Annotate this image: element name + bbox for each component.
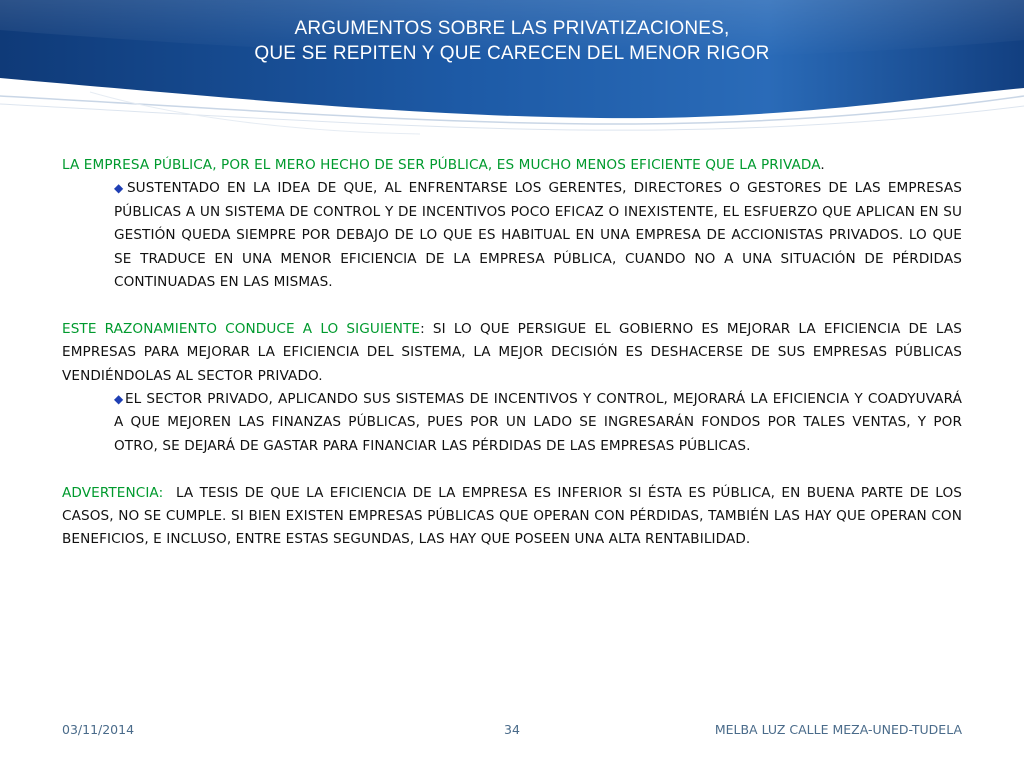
section-2-bullet-text: EL SECTOR PRIVADO, APLICANDO SUS SISTEMAS DE INCENTIVOS Y CONTROL, MEJORARÁ LA EFICIENCIA Y COADYUVARÁ A QUE MEJOREN LAS FINANZAS PÚBLICAS, PUES POR UN LADO SE INGRESARÁN FONDOS POR TALES VENTAS, Y POR OTRO, SE DEJARÁ DE GASTAR PARA FINANCIAR LAS PÉRDIDAS DE LAS EMPRESAS PÚBLICAS. xyxy=(114,391,962,454)
slide-title-line-2: QUE SE REPITEN Y QUE CARECEN DEL MENOR RIGOR xyxy=(254,43,770,64)
diamond-bullet-icon: ◆ xyxy=(114,392,124,407)
section-1-bullet xyxy=(114,177,962,294)
spacer xyxy=(62,458,962,481)
section-1-bullet-text: SUSTENTADO EN LA IDEA DE QUE, AL ENFRENTARSE LOS GERENTES, DIRECTORES O GESTORES DE LAS EMPRESAS PÚBLICAS A UN SISTEMA DE CONTROL Y DE INCENTIVOS POCO EFICAZ O INEXISTENTE, EL ESFUERZO QUE APLICAN EN SU GESTIÓN QUEDA SIEMPRE POR DEBAJO DE LO QUE ES HABITUAL EN UNA EMPRESA DE ACCIONISTAS PRIVADOS. LO QUE SE TRADUCE EN UNA MENOR EFICIENCIA DE LA EMPRESA PÚBLICA, CUANDO NO A UNA SITUACIÓN DE PÉRDIDAS CONTINUADAS EN LAS MISMAS. xyxy=(114,180,962,291)
footer-date: 03/11/2014 xyxy=(62,722,135,737)
slide-title xyxy=(0,16,1024,66)
header-banner xyxy=(0,0,1024,140)
slide-body xyxy=(62,154,967,552)
footer-page-number: 34 xyxy=(504,722,520,737)
footer-author: MELBA LUZ CALLE MEZA-UNED-TUDELA xyxy=(714,722,962,737)
diamond-bullet-icon: ◆ xyxy=(114,181,126,196)
section-3-text: LA TESIS DE QUE LA EFICIENCIA DE LA EMPRESA ES INFERIOR SI ÉSTA ES PÚBLICA, EN BUENA PARTE DE LOS CASOS, NO SE CUMPLE. SI BIEN EXISTEN EMPRESAS PÚBLICAS QUE OPERAN CON PÉRDIDAS, TAMBIÉN LAS HAY QUE OPERAN CON BENEFICIOS, E INCLUSO, ENTRE ESTAS SEGUNDAS, LAS HAY QUE POSEEN UNA ALTA RENTABILIDAD. xyxy=(62,484,967,548)
section-3-lead: ADVERTENCIA: xyxy=(62,484,164,501)
section-2-bullet xyxy=(114,388,962,458)
slide-title-line-1: ARGUMENTOS SOBRE LAS PRIVATIZACIONES, xyxy=(294,18,730,39)
spacer xyxy=(62,294,962,317)
section-2-paragraph xyxy=(62,318,962,388)
section-2-lead: ESTE RAZONAMIENTO CONDUCE A LO SIGUIENTE xyxy=(62,320,421,337)
slide-footer xyxy=(0,722,1024,742)
section-1-heading xyxy=(62,154,962,177)
section-1-heading-text: LA EMPRESA PÚBLICA, POR EL MERO HECHO DE SER PÚBLICA, ES MUCHO MENOS EFICIENTE QUE LA PRIVADA xyxy=(62,157,821,173)
section-1-heading-end: . xyxy=(820,157,825,173)
section-3-paragraph xyxy=(62,482,967,552)
section-2-text: : SI LO QUE PERSIGUE EL GOBIERNO ES MEJORAR LA EFICIENCIA DE LAS EMPRESAS PARA MEJORAR LA EFICIENCIA DEL SISTEMA, LA MEJOR DECISIÓN ES DESHACERSE DE SUS EMPRESAS PÚBLICAS VENDIÉNDOLAS AL SECTOR PRIVADO. xyxy=(62,320,962,384)
